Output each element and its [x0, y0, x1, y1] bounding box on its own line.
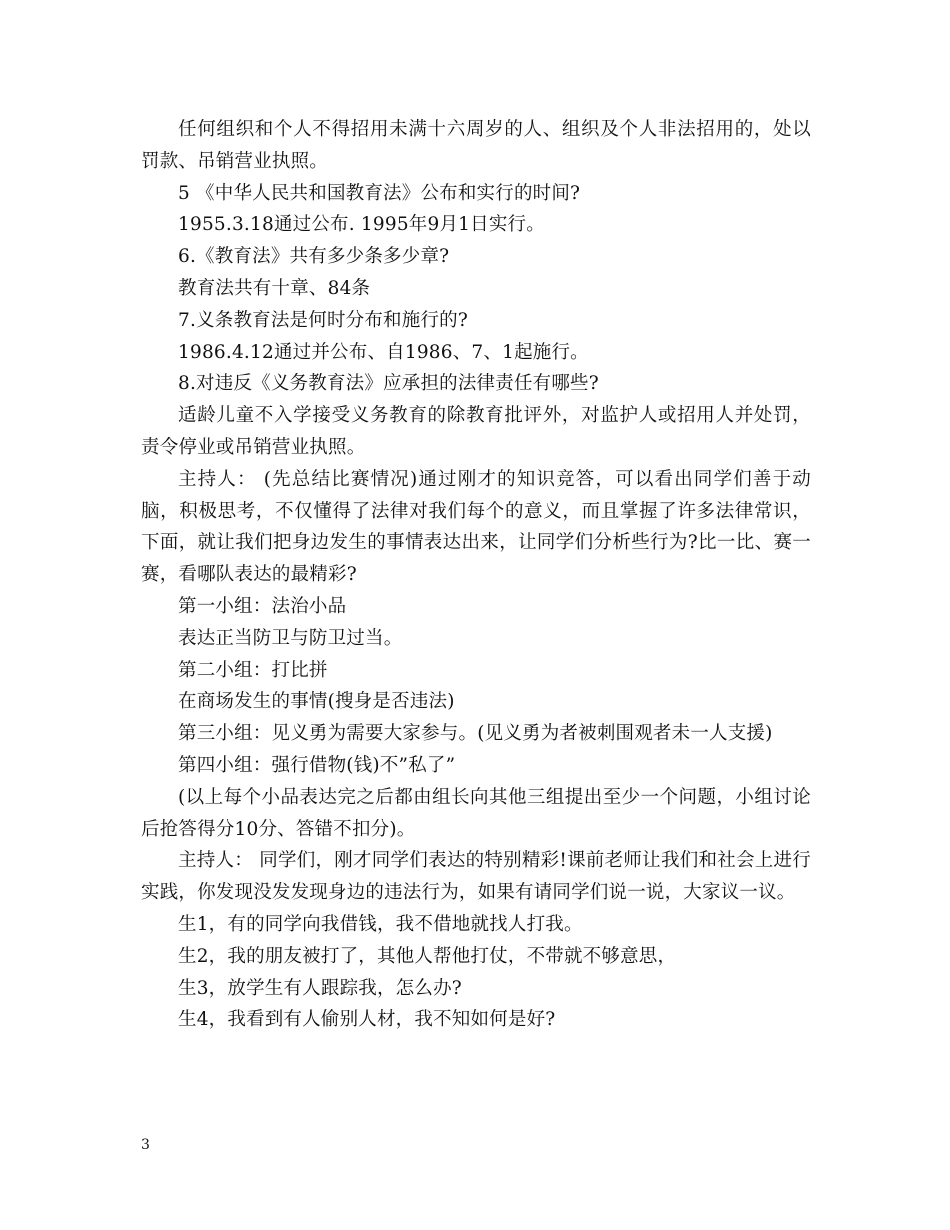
- paragraph: 1986.4.12通过并公布、自1986、7、1起施行。: [178, 341, 589, 363]
- paragraph: 教育法共有十章、84条: [178, 277, 371, 299]
- paragraph: 8.对违反《义务教育法》应承担的法律责任有哪些?: [178, 373, 599, 395]
- paragraph: 任何组织和个人不得招用未满十六周岁的人、组织及个人非法招用的，处以罚款、吊销营业执照。: [141, 119, 811, 172]
- paragraph: 5 《中华人民共和国教育法》公布和实行的时间?: [178, 182, 581, 204]
- paragraph: 生2，我的朋友被打了，其他人帮他打仗，不带就不够意思，: [178, 945, 677, 967]
- paragraph: 表达正当防卫与防卫过当。: [178, 627, 403, 649]
- paragraph: 主持人： 同学们，刚才同学们表达的特别精彩!课前老师让我们和社会上进行实践，你发现没发发现身边的违法行为，如果有请同学们说一说，大家议一议。: [141, 850, 811, 904]
- paragraph: 7.义条教育法是何时分布和施行的?: [178, 309, 468, 331]
- paragraph: 第四小组：强行借物(钱)不”私了”: [178, 754, 456, 776]
- page-number: 3: [141, 1137, 150, 1153]
- paragraph: 主持人： (先总结比赛情况)通过刚才的知识竞答，可以看出同学们善于动脑，积极思考，不仅懂得了法律对我们每个的意义，而且掌握了许多法律常识，下面，就让我们把身边发生的事情表达出来，让同学们分析些行为?比一比、赛一赛，看哪队表达的最精彩?: [141, 468, 811, 586]
- paragraph: (以上每个小品表达完之后都由组长向其他三组提出至少一个问题，小组讨论后抢答得分10分、答错不扣分)。: [141, 786, 811, 840]
- paragraph: 适龄儿童不入学接受义务教育的除教育批评外，对监护人或招用人并处罚，责令停业或吊销营业执照。: [141, 405, 811, 458]
- paragraph: 生3，放学生有人跟踪我，怎么办?: [178, 977, 462, 999]
- paragraph: 生1，有的同学向我借钱，我不借地就找人打我。: [178, 913, 583, 935]
- paragraph: 6.《教育法》共有多少条多少章?: [178, 246, 450, 268]
- paragraph: 第一小组：法治小品: [178, 595, 347, 617]
- paragraph: 在商场发生的事情(搜身是否违法): [178, 691, 455, 713]
- paragraph: 第二小组：打比拼: [178, 659, 328, 681]
- paragraph: 生4，我看到有人偷别人材，我不知如何是好?: [178, 1009, 556, 1031]
- paragraph: 第三小组：见义勇为需要大家参与。(见义勇为者被刺围观者未一人支援): [178, 723, 773, 745]
- document-body: [141, 114, 811, 1036]
- paragraph: 1955.3.18通过公布. 1995年9月1日实行。: [178, 214, 545, 236]
